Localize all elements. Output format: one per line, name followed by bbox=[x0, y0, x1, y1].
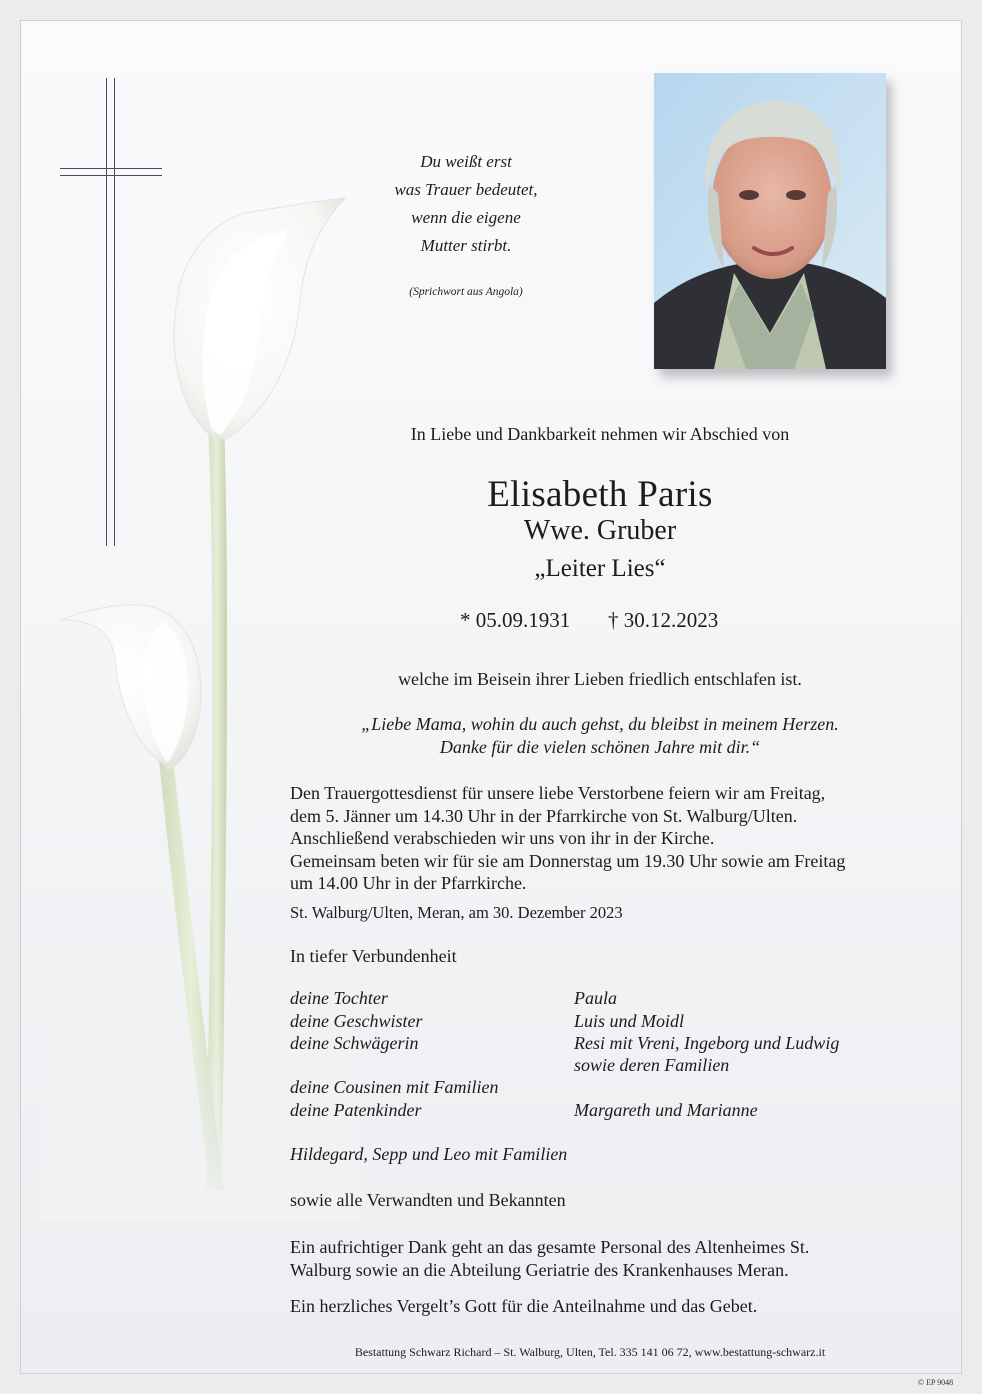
thanks-line: Walburg sowie an die Abteilung Geriatrie des Krankenhauses Meran. bbox=[290, 1259, 789, 1280]
funeral-home-footer: Bestattung Schwarz Richard – St. Walburg, Ulten, Tel. 335 141 06 72, www.bestattung-schwarz.it bbox=[354, 1345, 826, 1359]
service-line: Den Trauergottesdienst für unsere liebe Verstorbene feiern wir am Freitag, bbox=[290, 783, 826, 803]
closing-intro: In tiefer Verbundenheit bbox=[290, 946, 457, 966]
print-code: © EP 9048 bbox=[918, 1378, 954, 1387]
personal-quote bbox=[290, 713, 910, 758]
passed-text: welche im Beisein ihrer Lieben friedlich entschlafen ist. bbox=[398, 669, 802, 689]
relative-names: Paula bbox=[574, 988, 617, 1008]
deceased-widow-of: Wwe. Gruber bbox=[523, 515, 677, 546]
relative-relation: deine Schwägerin bbox=[290, 1033, 419, 1053]
portrait-photo bbox=[654, 73, 886, 369]
quote-line: wenn die eigene bbox=[411, 208, 521, 227]
final-thanks: Ein herzliches Vergelt’s Gott für die Anteilnahme und das Gebet. bbox=[290, 1296, 758, 1316]
opening-quote bbox=[366, 148, 566, 260]
service-line: Anschließend verabschieden wir uns von ihr in der Kirche. bbox=[290, 828, 715, 848]
quote-line: Mutter stirbt. bbox=[420, 236, 512, 255]
death-date: † 30.12.2023 bbox=[608, 608, 719, 632]
service-line: dem 5. Jänner um 14.30 Uhr in der Pfarrkirche von St. Walburg/Ulten. bbox=[290, 805, 798, 826]
personal-quote-line: „Liebe Mama, wohin du auch gehst, du bleibst in meinem Herzen. bbox=[361, 714, 839, 734]
personal-quote-line: Danke für die vielen schönen Jahre mit dir.“ bbox=[439, 736, 761, 757]
relative-names: sowie deren Familien bbox=[574, 1055, 730, 1075]
calla-lily-illustration bbox=[40, 190, 360, 1220]
relative-relation: deine Tochter bbox=[290, 988, 388, 1008]
service-line: Gemeinsam beten wir für sie am Donnerstag um 19.30 Uhr sowie am Freitag bbox=[290, 850, 846, 871]
thanks-line: Ein aufrichtiger Dank geht an das gesamte Personal des Altenheimes St. bbox=[290, 1237, 810, 1257]
relative-relation: deine Cousinen mit Familien bbox=[290, 1077, 499, 1097]
relative-relation: deine Geschwister bbox=[290, 1011, 423, 1031]
birth-date: * 05.09.1931 bbox=[460, 608, 571, 632]
quote-line: Du weißt erst bbox=[420, 152, 512, 171]
service-info bbox=[290, 782, 915, 895]
relative-relation: deine Patenkinder bbox=[290, 1100, 422, 1120]
relative-names: Margareth und Marianne bbox=[574, 1100, 758, 1120]
service-line: um 14.00 Uhr in der Pfarrkirche. bbox=[290, 873, 527, 893]
farewell-intro: In Liebe und Dankbarkeit nehmen wir Abschied von bbox=[410, 424, 790, 444]
deceased-nickname: „Leiter Lies“ bbox=[534, 555, 666, 582]
thanks-text bbox=[290, 1236, 915, 1281]
others-text: sowie alle Verwandten und Bekannten bbox=[290, 1190, 566, 1210]
relative-names: Resi mit Vreni, Ingeborg und Ludwig bbox=[574, 1033, 840, 1053]
extra-family: Hildegard, Sepp und Leo mit Familien bbox=[290, 1144, 568, 1164]
deceased-name: Elisabeth Paris bbox=[487, 474, 713, 515]
place-date: St. Walburg/Ulten, Meran, am 30. Dezember 2023 bbox=[290, 903, 623, 922]
relative-names: Luis und Moidl bbox=[574, 1011, 685, 1031]
quote-source: (Sprichwort aus Angola) bbox=[409, 286, 523, 298]
quote-line: was Trauer bedeutet, bbox=[394, 180, 538, 199]
